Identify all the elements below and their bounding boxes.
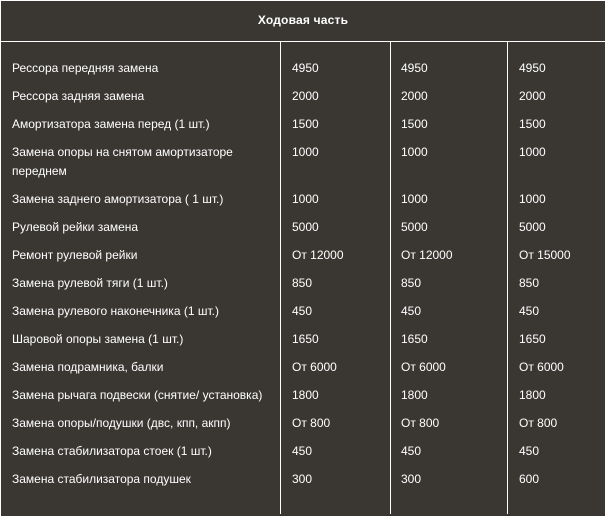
table-row bbox=[1, 83, 605, 111]
service-name: Замена подрамника, балки bbox=[12, 360, 164, 374]
table-body bbox=[1, 42, 605, 514]
price-column-1: 850 bbox=[292, 276, 313, 290]
price-column-3: 450 bbox=[519, 304, 540, 318]
service-name: Рулевой рейки замена bbox=[12, 220, 139, 234]
price-column-2: 300 bbox=[401, 472, 422, 486]
table-row bbox=[1, 214, 605, 242]
price-column-3: 1500 bbox=[519, 117, 546, 131]
price-column-3: 1000 bbox=[519, 145, 546, 159]
price-column-3: 600 bbox=[519, 472, 540, 486]
table-row bbox=[1, 326, 605, 354]
price-column-2: 450 bbox=[401, 304, 422, 318]
service-name: Замена рулевого наконечника (1 шт.) bbox=[12, 304, 219, 318]
service-name: Замена стабилизатора стоек (1 шт.) bbox=[12, 444, 212, 458]
price-column-2: 1800 bbox=[401, 388, 428, 402]
service-name: Замена рычага подвески (снятие/ установка) bbox=[12, 388, 263, 402]
price-column-2: 4950 bbox=[401, 61, 428, 75]
price-column-2: 5000 bbox=[401, 220, 428, 234]
service-name: Амортизатора замена перед (1 шт.) bbox=[12, 117, 210, 131]
price-column-1: От 12000 bbox=[292, 248, 344, 262]
service-name: Замена рулевой тяги (1 шт.) bbox=[12, 276, 168, 290]
price-column-3: 850 bbox=[519, 276, 540, 290]
price-column-2: От 6000 bbox=[401, 360, 446, 374]
price-column-1: 450 bbox=[292, 304, 313, 318]
price-column-2: 1000 bbox=[401, 192, 428, 206]
table-row bbox=[1, 111, 605, 139]
table-row bbox=[1, 438, 605, 466]
service-name: Рессора задняя замена bbox=[12, 89, 145, 103]
service-name: Замена опоры/подушки (двс, кпп, акпп) bbox=[12, 416, 231, 430]
price-column-1: 1800 bbox=[292, 388, 319, 402]
service-name: Замена заднего амортизатора ( 1 шт.) bbox=[12, 192, 224, 206]
service-name: Замена стабилизатора подушек bbox=[12, 472, 191, 486]
table-row bbox=[1, 354, 605, 382]
price-column-2: 1000 bbox=[401, 145, 428, 159]
price-column-2: 850 bbox=[401, 276, 422, 290]
table-row bbox=[1, 410, 605, 438]
price-column-2: От 800 bbox=[401, 416, 440, 430]
price-column-3: 2000 bbox=[519, 89, 546, 103]
price-column-3: 1000 bbox=[519, 192, 546, 206]
price-column-3: 1800 bbox=[519, 388, 546, 402]
price-column-2: От 12000 bbox=[401, 248, 453, 262]
price-column-3: От 800 bbox=[519, 416, 558, 430]
price-column-3: От 6000 bbox=[519, 360, 564, 374]
price-column-1: 1500 bbox=[292, 117, 319, 131]
price-column-1: 1000 bbox=[292, 145, 319, 159]
price-column-2: 1500 bbox=[401, 117, 428, 131]
service-name: Замена опоры на снятом амортизаторе переднем bbox=[12, 145, 233, 178]
service-name: Шаровой опоры замена (1 шт.) bbox=[12, 332, 184, 346]
table-title: Ходовая часть bbox=[1, 1, 605, 42]
price-column-1: 1650 bbox=[292, 332, 319, 346]
table-row bbox=[1, 139, 605, 186]
table-rows bbox=[1, 55, 605, 494]
price-column-1: 450 bbox=[292, 444, 313, 458]
table-row bbox=[1, 186, 605, 214]
price-column-2: 450 bbox=[401, 444, 422, 458]
table-row bbox=[1, 382, 605, 410]
price-column-1: 1000 bbox=[292, 192, 319, 206]
price-column-1: От 800 bbox=[292, 416, 331, 430]
price-column-1: 5000 bbox=[292, 220, 319, 234]
price-column-2: 2000 bbox=[401, 89, 428, 103]
price-column-3: 4950 bbox=[519, 61, 546, 75]
service-name: Рессора передняя замена bbox=[12, 61, 159, 75]
table-row bbox=[1, 466, 605, 494]
service-name: Ремонт рулевой рейки bbox=[12, 248, 138, 262]
table-row bbox=[1, 242, 605, 270]
price-column-3: От 15000 bbox=[519, 248, 571, 262]
table-row bbox=[1, 270, 605, 298]
price-column-1: От 6000 bbox=[292, 360, 337, 374]
price-column-3: 5000 bbox=[519, 220, 546, 234]
price-column-1: 4950 bbox=[292, 61, 319, 75]
price-column-1: 2000 bbox=[292, 89, 319, 103]
price-column-2: 1650 bbox=[401, 332, 428, 346]
table-row bbox=[1, 55, 605, 83]
price-column-1: 300 bbox=[292, 472, 313, 486]
price-column-3: 1650 bbox=[519, 332, 546, 346]
price-column-3: 450 bbox=[519, 444, 540, 458]
table-row bbox=[1, 298, 605, 326]
